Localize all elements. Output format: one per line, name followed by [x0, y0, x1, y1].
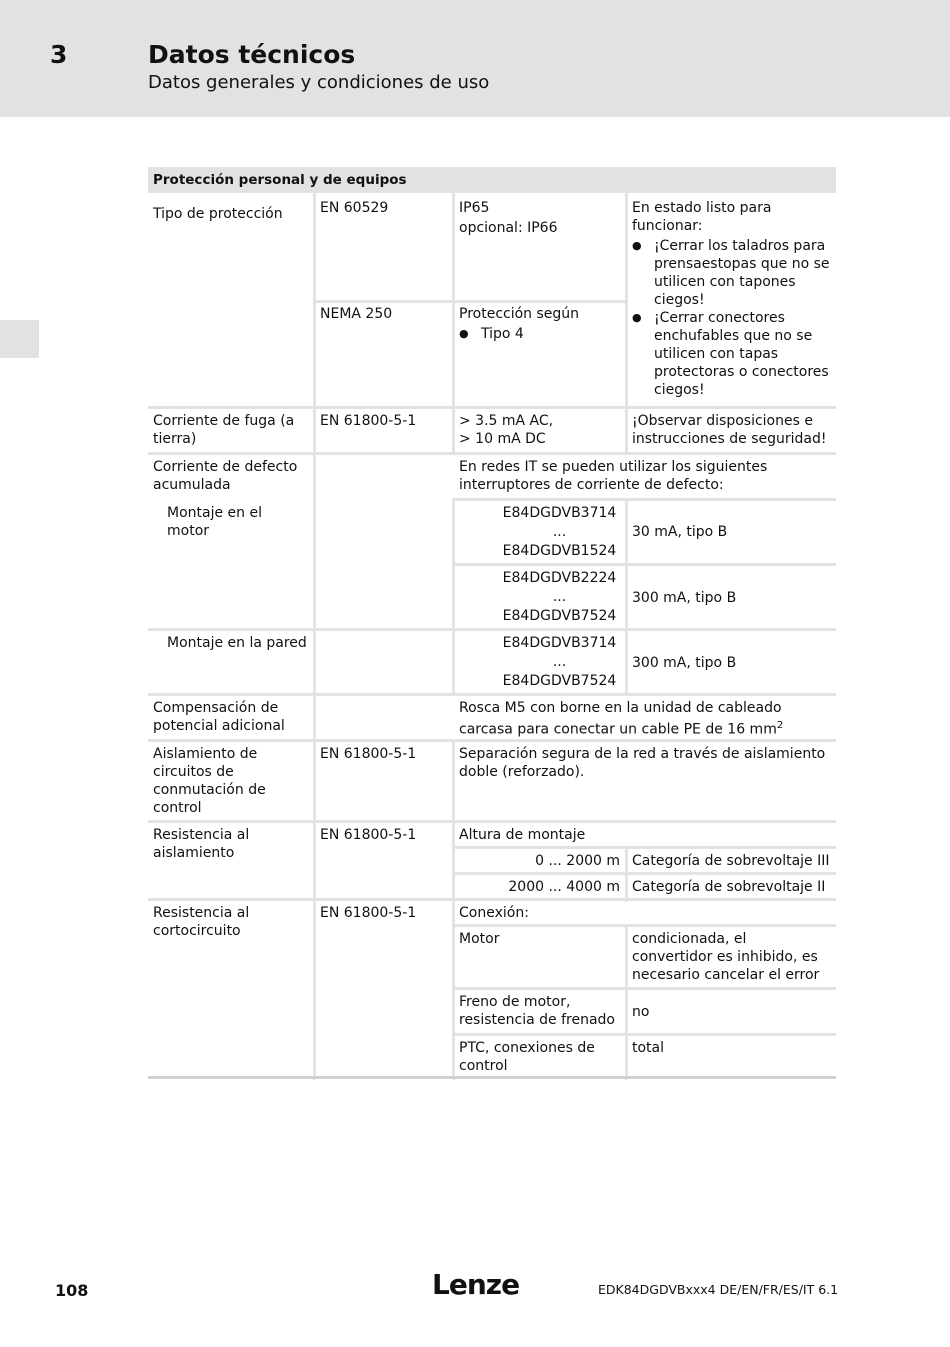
chapter-subtitle: Datos generales y condiciones de uso — [148, 72, 490, 93]
conn-brake-value: no — [632, 1004, 650, 1020]
conn-brake: Freno de motor, resistencia de frenado — [459, 994, 615, 1028]
range-from: E84DGDVB3714 — [502, 635, 617, 651]
protection-note-text: En estado listo para funcionar: — [632, 200, 772, 234]
range-from: E84DGDVB2224 — [502, 570, 617, 586]
motor-range-2-value: 300 mA, tipo B — [632, 590, 737, 606]
conn-motor-value: condicionada, el convertidor es inhibido, es necesario cancelar el error — [632, 931, 820, 983]
isolation-description: Separación segura de la red a través de aislamiento doble (reforzado). — [459, 746, 826, 780]
range-dots: ... — [552, 654, 567, 670]
protection-note — [627, 195, 836, 399]
range-dots: ... — [552, 524, 567, 540]
ip-value — [454, 195, 624, 237]
row-label-cortocircuito: Resistencia al cortocircuito — [153, 905, 250, 939]
row-label-tipo-proteccion: Tipo de protección — [153, 206, 283, 222]
leakage-ac: > 3.5 mA AC, — [459, 413, 554, 429]
note-bullet-conectores: ● ¡Cerrar conectores enchufables que no se utilicen con tapas protectoras o conectores ciegos! — [632, 309, 831, 399]
leakage-note: ¡Observar disposiciones e instrucciones de seguridad! — [632, 413, 827, 447]
row-label-corriente-fuga: Corriente de fuga (a tierra) — [153, 413, 295, 447]
pe-description — [454, 695, 836, 739]
range-to: E84DGDVB1524 — [502, 543, 617, 559]
motor-range-1-value: 30 mA, tipo B — [632, 524, 728, 540]
lenze-logo: Lenze — [432, 1268, 520, 1301]
pe-sup: 2 — [776, 720, 784, 731]
leakage-values — [454, 408, 624, 448]
row-label-resistencia-aislamiento: Resistencia al aislamiento — [153, 827, 250, 861]
sub-label-montaje-pared: Montaje en la pared — [167, 635, 307, 651]
page-header — [0, 0, 950, 117]
specs-table — [148, 167, 836, 1074]
row-label-aislamiento: Aislamiento de circuitos de conmutación de control — [153, 746, 266, 816]
side-tab-marker — [0, 320, 39, 358]
ip66-text: opcional: IP66 — [459, 220, 558, 236]
range-to: E84DGDVB7524 — [502, 673, 617, 689]
motor-range-2 — [454, 565, 625, 625]
nema-protection — [454, 301, 624, 343]
document-reference: EDK84DGDVBxxx4 DE/EN/FR/ES/IT 6.1 — [598, 1282, 839, 1297]
altitude-1: 0 ... 2000 m — [535, 853, 620, 869]
rcd-description: En redes IT se pueden utilizar los siguientes interruptores de corriente de defecto: — [459, 459, 768, 493]
nema-protection-text: Protección según — [459, 306, 580, 322]
range-to: E84DGDVB7524 — [502, 608, 617, 624]
motor-range-1 — [454, 500, 625, 560]
ip65-text: IP65 — [459, 200, 490, 216]
sub-label-montaje-motor: Montaje en el motor — [167, 505, 262, 539]
range-dots: ... — [552, 589, 567, 605]
range-from: E84DGDVB3714 — [502, 505, 617, 521]
section-title: Protección personal y de equipos — [148, 167, 836, 193]
conn-motor: Motor — [459, 931, 500, 947]
altitude-2-category: Categoría de sobrevoltaje II — [632, 879, 826, 895]
wall-range-value: 300 mA, tipo B — [632, 655, 737, 671]
pe-text: Rosca M5 con borne en la unidad de cableado carcasa para conectar un cable PE de 16 mm — [459, 700, 782, 738]
row-label-compensacion: Compensación de potencial adicional — [153, 700, 285, 734]
chapter-title: Datos técnicos — [148, 40, 356, 69]
std-r5: EN 61800-5-1 — [320, 746, 417, 762]
std-r2: EN 61800-5-1 — [320, 413, 417, 429]
wall-range — [454, 630, 625, 690]
std-en60529: EN 60529 — [320, 200, 389, 216]
conn-ptc-value: total — [632, 1040, 665, 1056]
leakage-dc: > 10 mA DC — [459, 431, 546, 447]
std-nema250: NEMA 250 — [320, 306, 393, 322]
connection-heading: Conexión: — [459, 905, 529, 921]
row-label-corriente-defecto: Corriente de defecto acumulada — [153, 459, 298, 493]
note-bullet-prensaestopas: ● ¡Cerrar los taladros para prensaestopas que no se utilicen con tapones ciegos! — [632, 237, 831, 309]
altitude-1-category: Categoría de sobrevoltaje III — [632, 853, 830, 869]
conn-ptc: PTC, conexiones de control — [459, 1040, 595, 1074]
std-r6: EN 61800-5-1 — [320, 827, 417, 843]
std-r7: EN 61800-5-1 — [320, 905, 417, 921]
altitude-2: 2000 ... 4000 m — [508, 879, 620, 895]
altitude-heading: Altura de montaje — [459, 827, 586, 843]
chapter-number: 3 — [50, 40, 68, 69]
nema-type-bullet: ● Tipo 4 — [459, 325, 619, 343]
page-number: 108 — [55, 1281, 89, 1300]
